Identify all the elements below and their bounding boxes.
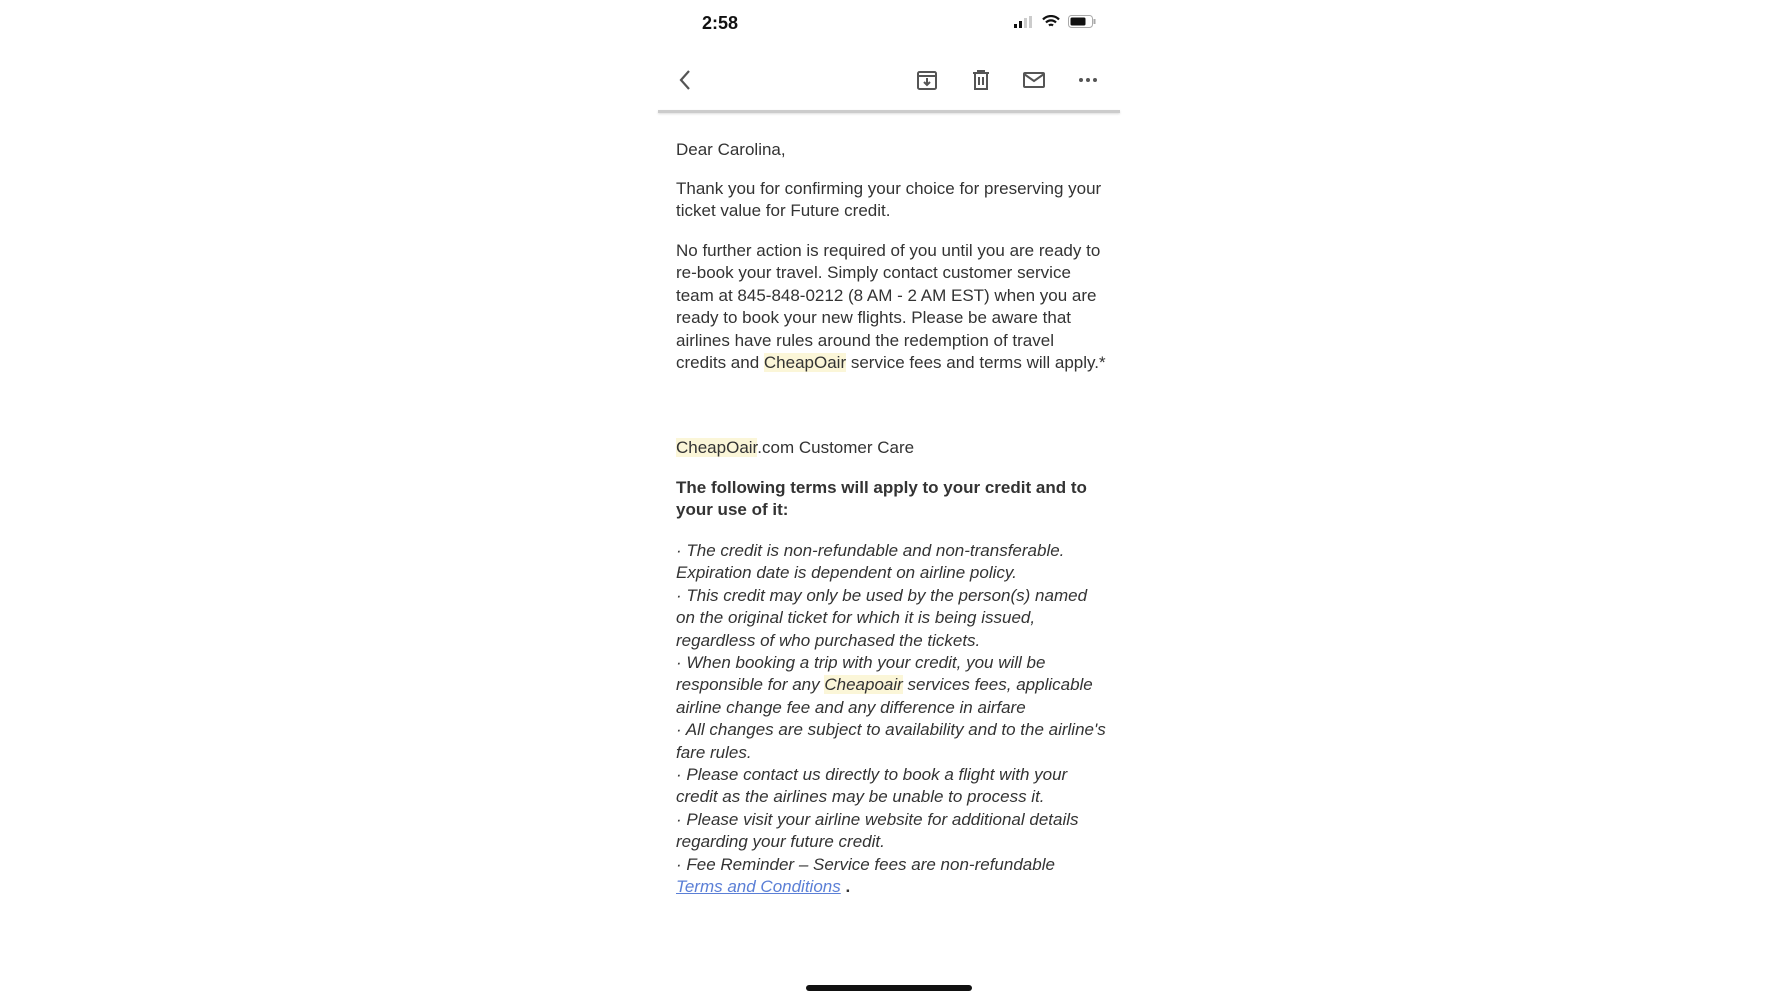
more-icon[interactable]	[1076, 68, 1100, 92]
mail-icon[interactable]	[1022, 68, 1046, 92]
phone-screen	[658, 0, 1120, 1000]
para2-text: No further action is required of you until you are ready to re-book your travel. Simply contact customer service team at 845-848-0212 (8 AM - 2 AM EST) when you are ready to book your new flights. Please be aware that airlines have rules around the redemption of travel credits and	[676, 241, 1101, 373]
paragraph-confirmation: Thank you for confirming your choice for preserving your ticket value for Future credit.	[676, 179, 1102, 221]
trash-icon[interactable]	[969, 68, 993, 92]
battery-icon	[1068, 15, 1096, 28]
term-item: · All changes are subject to availability and to the airline's fare rules.	[676, 720, 1106, 762]
signal-icon	[1014, 16, 1034, 28]
signature	[676, 437, 1108, 459]
wifi-icon	[1042, 15, 1060, 28]
term-item: · Please contact us directly to book a flight with your credit as the airlines may be unable to process it.	[676, 765, 1068, 807]
brand-highlight: CheapOair	[676, 438, 758, 457]
term-text: · When booking a trip with your credit, you will be responsible for any	[676, 653, 1046, 695]
term-text: services fees, applicable airline change fee and any difference in airfare	[676, 675, 1093, 717]
status-icons	[1014, 15, 1096, 28]
signature-rest: .com Customer Care	[757, 438, 915, 457]
archive-icon[interactable]	[915, 68, 939, 92]
email-toolbar	[658, 60, 1120, 100]
term-item: · Fee Reminder – Service fees are non-refundable	[676, 854, 1055, 874]
home-indicator[interactable]	[806, 985, 972, 991]
terms-heading: The following terms will apply to your credit and to your use of it:	[676, 478, 1087, 520]
status-time: 2:58	[702, 13, 739, 33]
link-period: .	[840, 877, 851, 897]
terms-list	[676, 540, 1108, 899]
brand-highlight: CheapOair	[763, 353, 847, 373]
paragraph-instructions	[676, 240, 1108, 374]
greeting: Dear Carolina,	[676, 140, 786, 159]
terms-and-conditions-link[interactable]: Terms and Conditions	[676, 877, 841, 897]
toolbar-divider	[658, 110, 1120, 113]
para2-end: service fees and terms will apply.*	[846, 353, 1106, 373]
term-item	[676, 652, 1108, 719]
term-item: · This credit may only be used by the person(s) named on the original ticket for which it is being issued, regardless of who purchased the tickets.	[676, 585, 1088, 650]
terms-link-line	[676, 876, 1108, 898]
term-item: · The credit is non-refundable and non-transferable. Expiration date is dependent on airline policy.	[676, 541, 1065, 583]
back-icon[interactable]	[674, 68, 698, 92]
term-item: · Please visit your airline website for additional details regarding your future credit.	[676, 809, 1079, 852]
brand-highlight: Cheapoair	[824, 675, 903, 695]
